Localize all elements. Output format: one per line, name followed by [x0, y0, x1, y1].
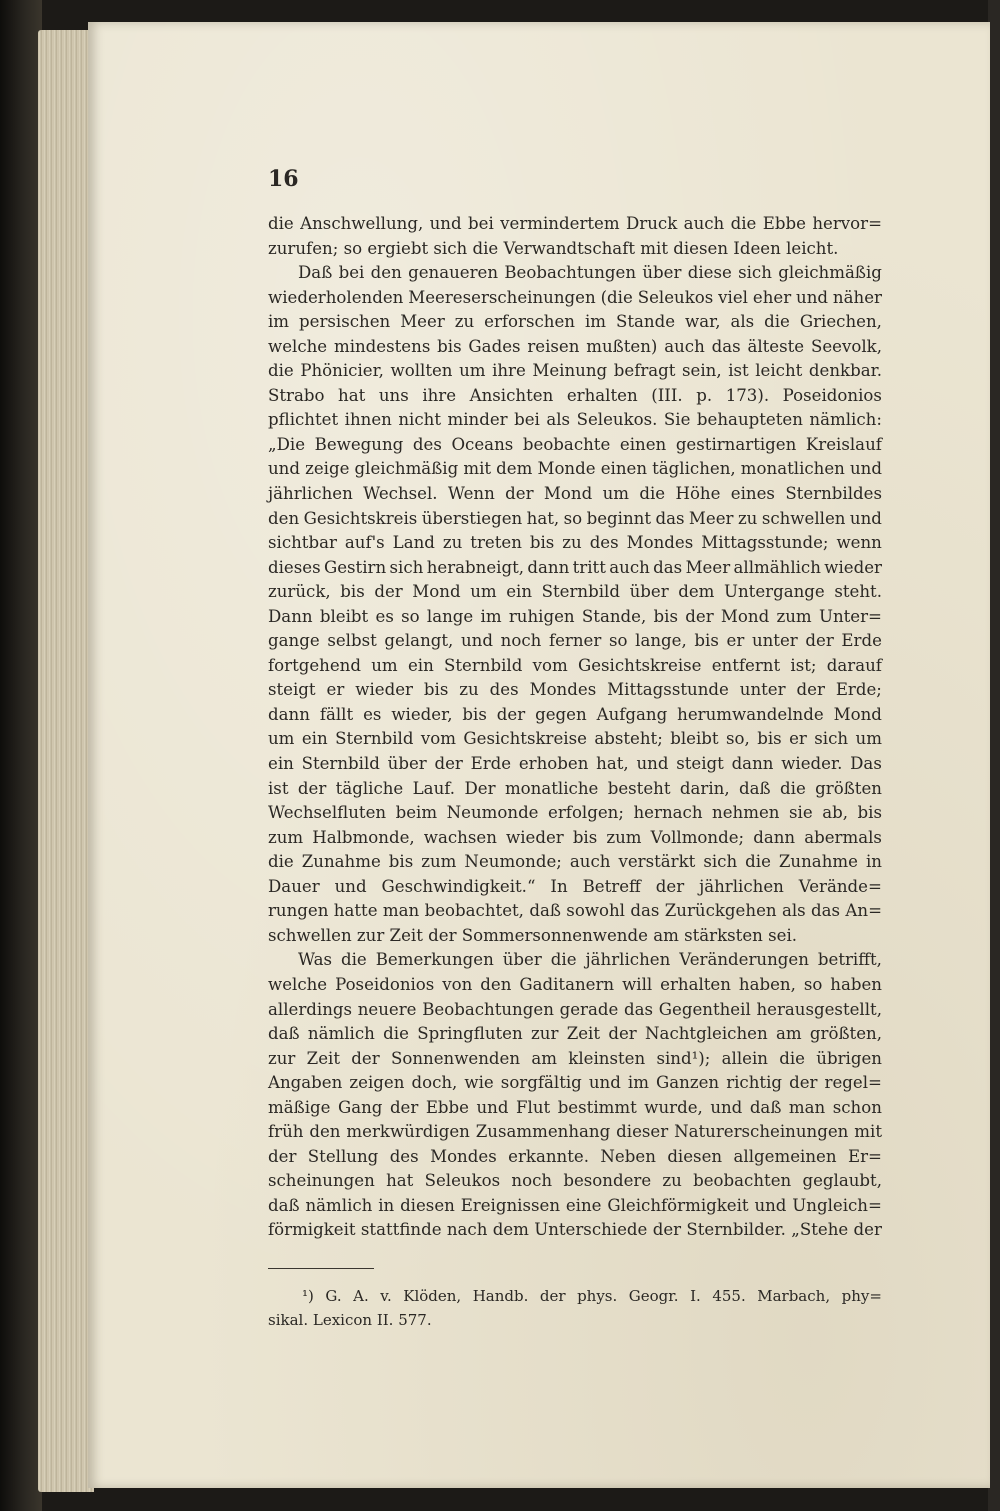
body-text	[268, 212, 882, 1243]
body-line: fortgehend um ein Sternbild vom Gesichtskreise entfernt ist; darauf	[268, 655, 882, 675]
body-line: daß nämlich die Springfluten zur Zeit der Nachtgleichen am größten,	[268, 1024, 882, 1044]
body-line: um ein Sternbild vom Gesichtskreise absteht; bleibt so, bis er sich um	[268, 729, 882, 749]
body-line: zurück, bis der Mond um ein Sternbild über dem Untergange steht.	[268, 582, 882, 602]
body-line: Strabo hat uns ihre Ansichten erhalten (III. p. 173). Poseidonios	[268, 385, 882, 405]
body-line: der Stellung des Mondes erkannte. Neben diesen allgemeinen Er=	[268, 1146, 882, 1166]
body-line: ist der tägliche Lauf. Der monatliche besteht darin, daß die größten	[268, 778, 882, 798]
body-line: pflichtet ihnen nicht minder bei als Seleukos. Sie behaupteten nämlich:	[268, 410, 882, 430]
body-line: Dauer und Geschwindigkeit.“ In Betreff der jährlichen Verände=	[268, 876, 882, 896]
body-line: allerdings neuere Beobachtungen gerade das Gegentheil herausgestellt,	[268, 999, 882, 1019]
body-line: im persischen Meer zu erforschen im Stande war, als die Griechen,	[268, 312, 882, 332]
body-line: Dann bleibt es so lange im ruhigen Stande, bis der Mond zum Unter=	[268, 606, 882, 626]
footnote-divider	[268, 1268, 374, 1269]
page-stack-edges	[38, 30, 94, 1492]
page-number: 16	[268, 166, 299, 192]
body-line: wiederholenden Meereserscheinungen (die Seleukos viel eher und näher	[268, 287, 882, 307]
body-line: welche mindestens bis Gades reisen mußten) auch das älteste Seevolk,	[268, 336, 882, 356]
body-line: „Die Bewegung des Oceans beobachte einen gestirnartigen Kreislauf	[268, 434, 882, 454]
body-line: dieses Gestirn sich herabneigt, dann tritt auch das Meer allmählich wieder	[268, 557, 882, 577]
body-line: daß nämlich in diesen Ereignissen eine Gleichförmigkeit und Ungleich=	[268, 1195, 882, 1215]
body-line: steigt er wieder bis zu des Mondes Mittagsstunde unter der Erde;	[268, 680, 882, 700]
body-line: Angaben zeigen doch, wie sorgfältig und im Ganzen richtig der regel=	[268, 1073, 882, 1093]
body-line: die Zunahme bis zum Neumonde; auch verstärkt sich die Zunahme in	[268, 852, 882, 872]
body-line: förmigkeit stattfinde nach dem Unterschiede der Sternbilder. „Stehe der	[268, 1220, 882, 1240]
body-line: sichtbar auf's Land zu treten bis zu des Mondes Mittagsstunde; wenn	[268, 533, 882, 553]
body-line: Was die Bemerkungen über die jährlichen Veränderungen betrifft,	[298, 950, 882, 970]
body-line: mäßige Gang der Ebbe und Flut bestimmt wurde, und daß man schon	[268, 1097, 882, 1117]
body-line: gange selbst gelangt, und noch ferner so lange, bis er unter der Erde	[268, 631, 882, 651]
footnotes	[268, 1284, 882, 1332]
body-line: welche Poseidonios von den Gaditanern will erhalten haben, so haben	[268, 974, 882, 994]
body-line: schwellen zur Zeit der Sommersonnenwende am stärksten sei.	[268, 925, 798, 945]
body-line: den Gesichtskreis überstiegen hat, so beginnt das Meer zu schwellen und	[268, 508, 882, 528]
book-cover-edge	[0, 0, 42, 1511]
body-line: scheinungen hat Seleukos noch besondere zu beobachten geglaubt,	[268, 1171, 882, 1191]
body-line: zum Halbmonde, wachsen wieder bis zum Vollmonde; dann abermals	[268, 827, 882, 847]
body-line: Daß bei den genaueren Beobachtungen über diese sich gleichmäßig	[298, 263, 882, 283]
body-line: früh den merkwürdigen Zusammenhang dieser Naturerscheinungen mit	[268, 1122, 882, 1142]
body-line: und zeige gleichmäßig mit dem Monde einen täglichen, monatlichen und	[268, 459, 882, 479]
body-line: zur Zeit der Sonnenwenden am kleinsten sind¹); allein die übrigen	[268, 1048, 882, 1068]
body-line: die Anschwellung, und bei vermindertem Druck auch die Ebbe hervor=	[268, 214, 882, 233]
footnote-line: sikal. Lexicon II. 577.	[268, 1311, 432, 1329]
body-line: die Phönicier, wollten um ihre Meinung befragt sein, ist leicht denkbar.	[268, 361, 882, 381]
footnote-line: ¹) G. A. v. Klöden, Handb. der phys. Geogr. I. 455. Marbach, phy=	[302, 1287, 882, 1305]
body-line: Wechselfluten beim Neumonde erfolgen; hernach nehmen sie ab, bis	[268, 803, 882, 823]
body-line: jährlichen Wechsel. Wenn der Mond um die Höhe eines Sternbildes	[268, 484, 882, 504]
body-line: ein Sternbild über der Erde erhoben hat, und steigt dann wieder. Das	[268, 754, 882, 774]
body-line: zurufen; so ergiebt sich die Verwandtschaft mit diesen Ideen leicht.	[268, 238, 839, 258]
body-line: rungen hatte man beobachtet, daß sowohl das Zurückgehen als das An=	[268, 901, 882, 921]
body-line: dann fällt es wieder, bis der gegen Aufgang herumwandelnde Mond	[268, 704, 882, 724]
